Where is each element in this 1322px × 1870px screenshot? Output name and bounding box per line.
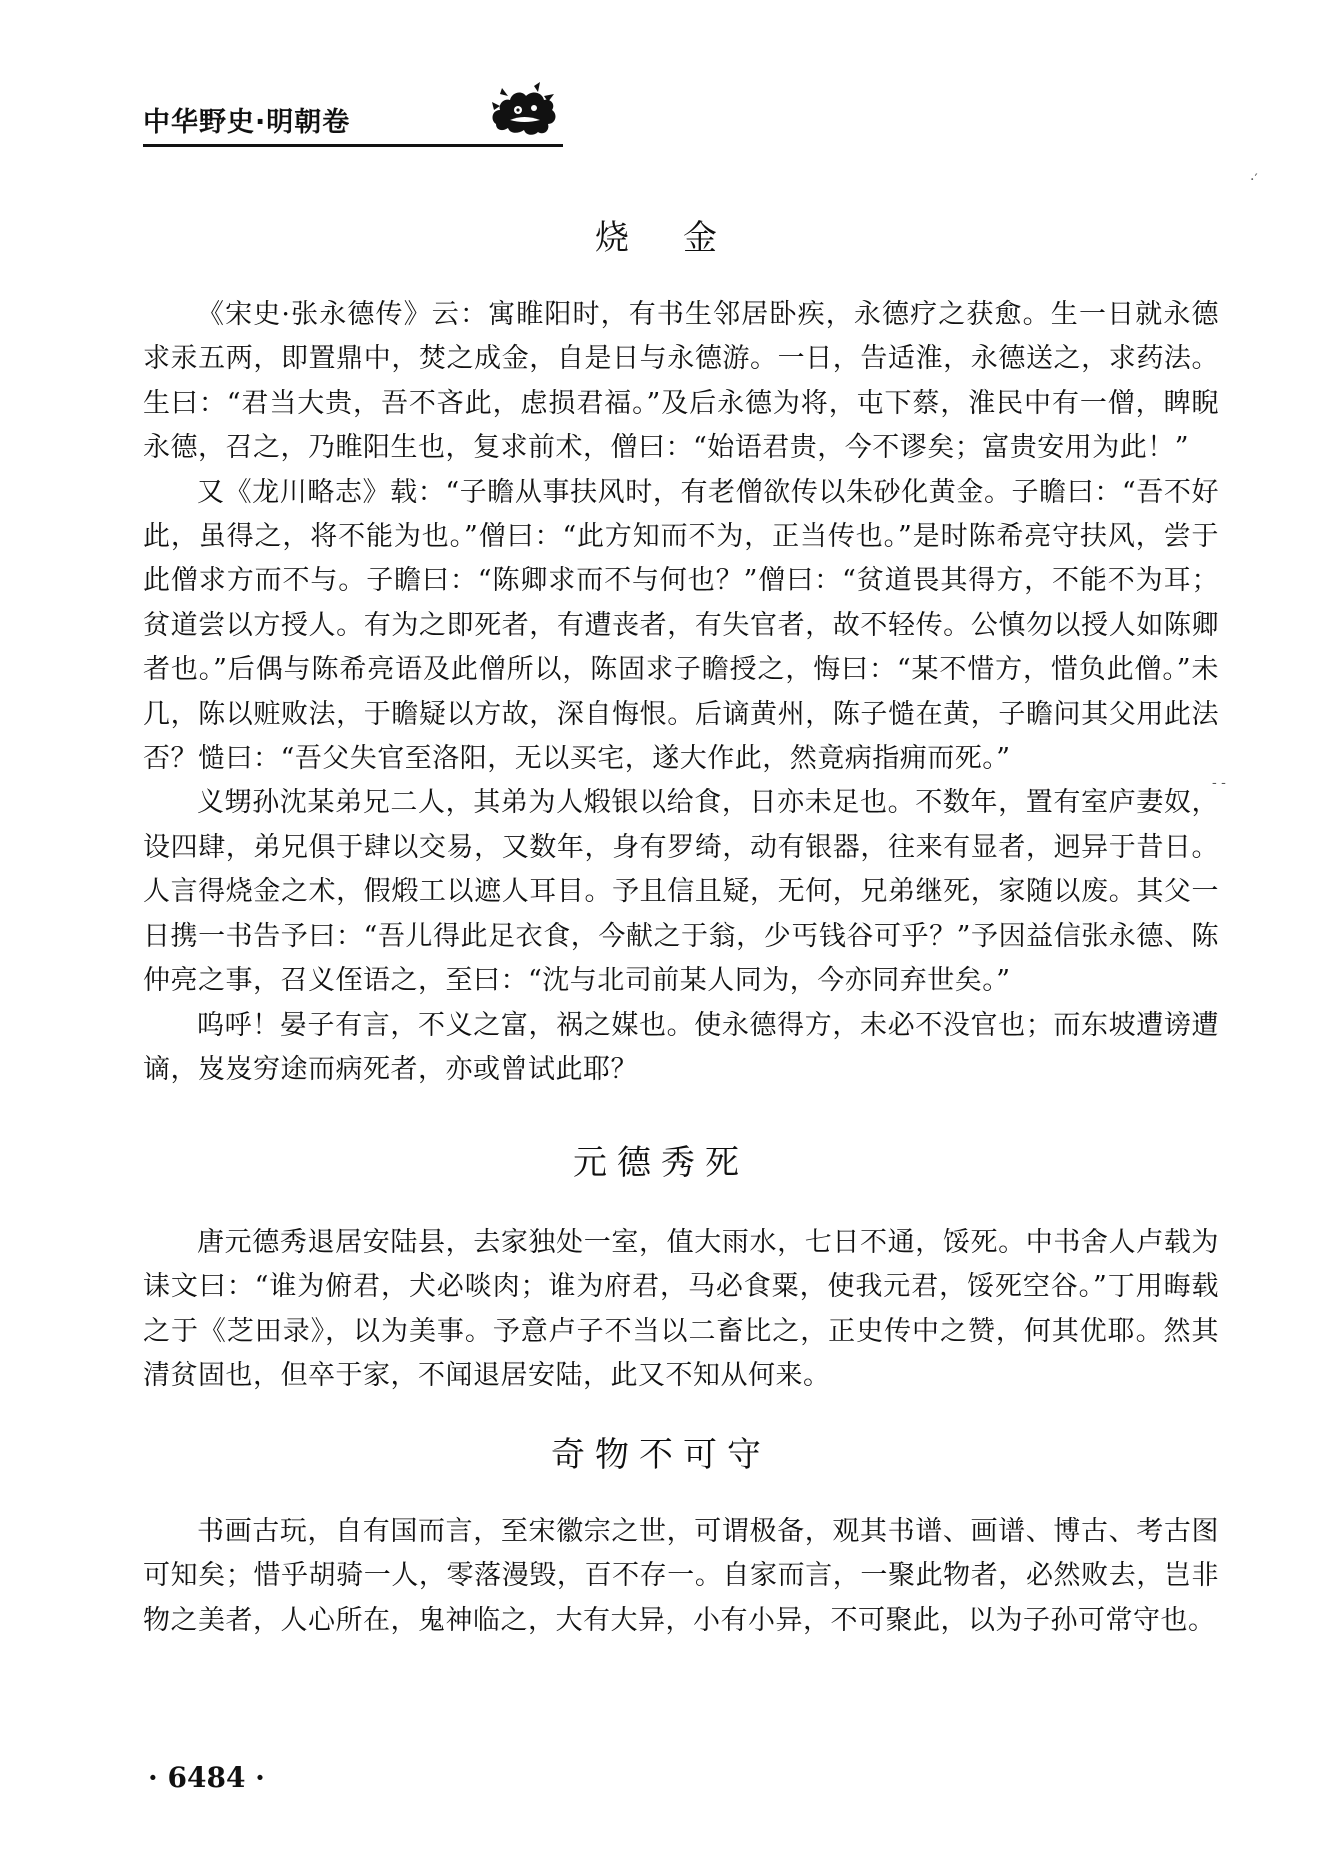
section-title: 元德秀死 [573, 1143, 749, 1183]
scan-speck: - - [1212, 775, 1226, 791]
page-number: · 6484 · [148, 1761, 265, 1794]
dragon-logo-icon [488, 80, 560, 138]
running-header [143, 78, 561, 152]
section-title: 烧 金 [595, 218, 727, 258]
section-body [143, 1221, 1219, 1399]
paragraph: 又《龙川略志》载：“子瞻从事扶风时，有老僧欲传以朱砂化黄金。子瞻曰：“吾不好此，虽得之，将不能为也。”僧曰：“此方知而不为，正当传也。”是时陈希亮守扶风，尝于此僧求方而不与。子瞻曰：“陈卿求而不与何也？”僧曰：“贫道畏其得方，不能不为耳；贫道尝以方授人。有为之即死者，有遭丧者，有失官者，故不轻传。公慎勿以授人如陈卿者也。”后偶与陈希亮语及此僧所以，陈固求子瞻授之，悔曰：“某不惜方，惜负此僧。”未几，陈以赃败法，于瞻疑以方故，深自悔恨。后谪黄州，陈子慥在黄，子瞻问其父用此法否？慥曰：“吾父失官至洛阳，无以买宅，遂大作此，然竟病指痈而死。” [143, 476, 1219, 775]
paragraph: 呜呼！晏子有言，不义之富，祸之媒也。使永德得方，未必不没官也；而东坡遭谤遭谪，岌岌穷途而病死者，亦或曾试此耶？ [143, 1009, 1219, 1085]
book-title: 中华野史·明朝卷 [143, 107, 351, 138]
section-body [143, 293, 1219, 1092]
header-rule [143, 144, 563, 147]
paragraph: 义甥孙沈某弟兄二人，其弟为人煅银以给食，日亦未足也。不数年，置有室庐妻奴，设四肆，弟兄俱于肆以交易，又数年，身有罗绮，动有银器，往来有显者，迥异于昔日。人言得烧金之术，假煅工以遮人耳目。予且信且疑，无何，兄弟继死，家随以废。其父一日携一书告予曰：“吾儿得此足衣食，今献之于翁，少丐钱谷可乎？”予因益信张永德、陈仲亮之事，召义侄语之，至曰：“沈与北司前某人同为，今亦同弃世矣。” [143, 787, 1219, 997]
section-title: 奇物不可守 [551, 1435, 771, 1475]
section-body [143, 1510, 1219, 1643]
paragraph: 《宋史·张永德传》云：寓睢阳时，有书生邻居卧疾，永德疗之获愈。生一日就永德求汞五两，即置鼎中，焚之成金，自是日与永德游。一日，告适淮，永德送之，求药法。生曰：“君当大贵，吾不吝此，虑损君福。”及后永德为将，屯下蔡，淮民中有一僧，睥睨永德，召之，乃睢阳生也，复求前术，僧曰：“始语君贵，今不谬矣；富贵安用为此！” [143, 299, 1219, 464]
paragraph: 唐元德秀退居安陆县，去家独处一室，值大雨水，七日不通，馁死。中书舍人卢载为诔文曰：“谁为俯君，犬必啖肉；谁为府君，马必食粟，使我元君，馁死空谷。”丁用晦载之于《芝田录》，以为美事。予意卢子不当以二畜比之，正史传中之赞，何其优耶。然其清贫固也，但卒于家，不闻退居安陆，此又不知从何来。 [143, 1227, 1219, 1392]
paragraph: 书画古玩，自有国而言，至宋徽宗之世，可谓极备，观其书谱、画谱、博古、考古图可知矣；惜乎胡骑一人，零落漫毁，百不存一。自家而言，一聚此物者，必然败去，岂非物之美者，人心所在，鬼神临之，大有大异，小有小异，不可聚此，以为子孙可常守也。 [143, 1516, 1219, 1636]
scan-speck: ·′ [1250, 172, 1258, 188]
